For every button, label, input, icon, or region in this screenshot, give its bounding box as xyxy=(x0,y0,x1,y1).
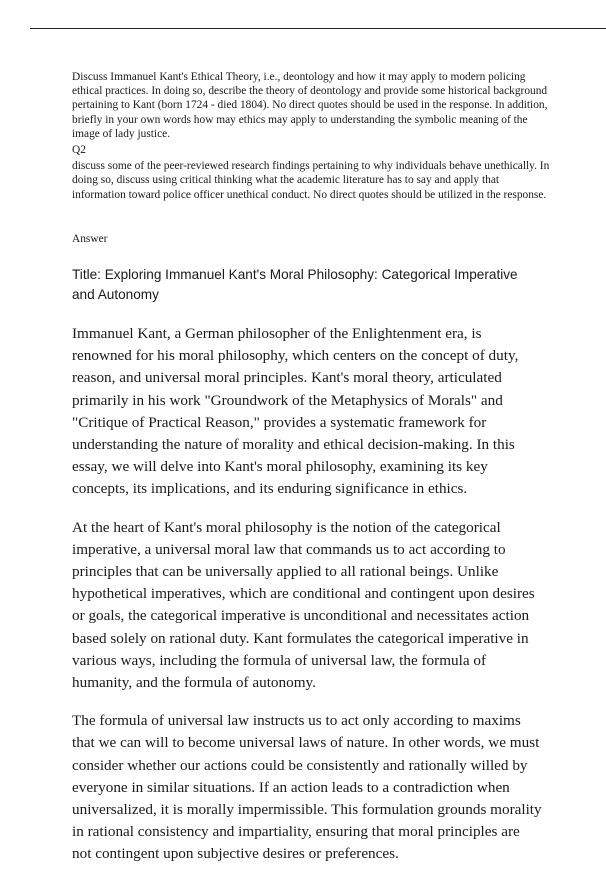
essay-paragraph-2: At the heart of Kant's moral philosophy is the notion of the categorical imperative, a universal moral law that commands us to act according to principles that can be universally applied to all rational beings. Unlike hypothetical imperatives, which are conditional and contingent upon desires or goals, the categorical imperative is unconditional and necessitates action based solely on rational duty. Kant formulates the categorical imperative in various ways, including the formula of universal law, the formula of humanity, and the formula of autonomy. xyxy=(72,518,535,692)
essay-paragraph-1: Immanuel Kant, a German philosopher of the Enlightenment era, is renowned for his moral philosophy, which centers on the concept of duty, reason, and universal moral principles. Kant's moral theory, articulated primarily in his work "Groundwork of the Metaphysics of Morals" and "Critique of Practical Reason," provides a systematic framework for understanding the nature of morality and ethical decision-making. In this essay, we will delve into Kant's moral philosophy, examining its key concepts, its implications, and its enduring significance in ethics. xyxy=(72,325,519,498)
top-divider xyxy=(30,28,606,29)
question-2-text: discuss some of the peer-reviewed research findings pertaining to why individuals behave unethically. In doing so, discuss using critical thinking what the academic literature has to say and apply that information toward police officer unethical conduct. No direct quotes should be utilized in the response. xyxy=(72,160,550,201)
essay-body xyxy=(72,265,542,882)
assignment-prompt xyxy=(72,70,550,202)
answer-label: Answer xyxy=(72,233,108,245)
essay-title: Title: Exploring Immanuel Kant's Moral Philosophy: Categorical Imperative and Autonomy xyxy=(72,267,518,302)
question-2-label: Q2 xyxy=(72,144,86,157)
essay-paragraph-3: The formula of universal law instructs us to act only according to maxims that we can will to become universal laws of nature. In other words, we must consider whether our actions could be consistently and rationally willed by everyone in similar situations. If an action leads to a contradiction when universalized, it is morally impermissible. This formulation grounds morality in rational consistency and impartiality, ensuring that moral principles are not contingent upon subjective desires or preferences. xyxy=(72,712,542,863)
question-1-text: Discuss Immanuel Kant's Ethical Theory, i.e., deontology and how it may apply to modern policing ethical practices. In doing so, describe the theory of deontology and provide some historical background pertaining to Kant (born 1724 - died 1804). No direct quotes should be used in the response. In addition, briefly in your own words how may ethics may apply to understanding the symbolic meaning of the image of lady justice. xyxy=(72,71,548,140)
